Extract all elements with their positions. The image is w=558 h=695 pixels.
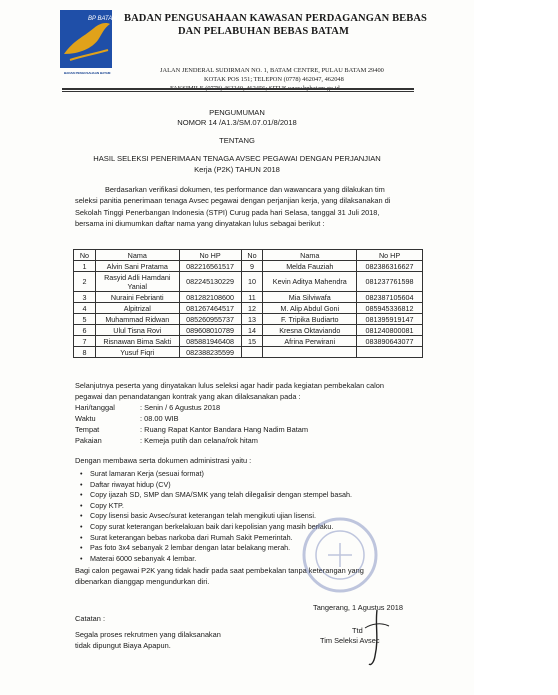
table-cell: 12 bbox=[241, 303, 263, 314]
table-cell: 9 bbox=[241, 261, 263, 272]
signature-place-date: Tangerang, 1 Agustus 2018 bbox=[313, 603, 403, 612]
table-row bbox=[74, 261, 423, 272]
announcement-title: PENGUMUMAN bbox=[209, 108, 265, 117]
table-cell: 085260955737 bbox=[179, 314, 241, 325]
table-cell: Risnawan Bima Sakti bbox=[95, 336, 179, 347]
table-cell: 089608010789 bbox=[179, 325, 241, 336]
table-cell: Yusuf Fiqri bbox=[95, 347, 179, 358]
table-cell: 1 bbox=[74, 261, 96, 272]
schedule-value-time: : 08.00 WIB bbox=[140, 414, 179, 423]
schedule-value-dress: : Kemeja putih dan celana/rok hitam bbox=[140, 436, 258, 445]
table-cell bbox=[357, 347, 423, 358]
table-row bbox=[74, 314, 423, 325]
list-item: • Surat lamaran Kerja (sesuai format) bbox=[90, 469, 352, 480]
intro-line: Sekolah Tinggi Penerbangan Indonesia (STPI) Curug pada hari Selasa, tanggal 31 Juli 2018, bbox=[75, 207, 380, 217]
svg-text:BP BATAM: BP BATAM bbox=[88, 16, 118, 22]
table-cell: 081267464517 bbox=[179, 303, 241, 314]
table-cell: Melda Fauziah bbox=[263, 261, 357, 272]
notes-label: Catatan : bbox=[75, 614, 105, 623]
table-cell: 2 bbox=[74, 272, 96, 292]
table-cell: Kresna Oktaviando bbox=[263, 325, 357, 336]
address-line3: FAKSIMILE (0778) 462240, 462456; SITUS www.bpbatam.go.id bbox=[170, 85, 340, 92]
table-cell: F. Tripika Budiarto bbox=[263, 314, 357, 325]
handwritten-signature bbox=[345, 608, 405, 668]
table-row bbox=[74, 325, 423, 336]
table-cell bbox=[263, 347, 357, 358]
table-row bbox=[74, 347, 423, 358]
intro-line: Berdasarkan verifikasi dokumen, tes performance dan wawancara yang dilakukan tim bbox=[105, 185, 385, 194]
followup-line1: Selanjutnya peserta yang dinyatakan lulus seleksi agar hadir pada kegiatan pembekalan calon bbox=[75, 381, 384, 390]
table-cell: 4 bbox=[74, 303, 96, 314]
notes-line2: tidak dipungut Biaya Apapun. bbox=[75, 641, 171, 650]
table-header-cell: Nama bbox=[95, 250, 179, 261]
announcement-subject-line1: HASIL SELEKSI PENERIMAAN TENAGA AVSEC PEGAWAI DENGAN PERJANJIAN bbox=[93, 154, 381, 163]
list-item: • Copy ijazah SD, SMP dan SMA/SMK yang telah dilegalisir dengan stempel basah. bbox=[90, 490, 352, 501]
schedule-value-date: : Senin / 6 Agustus 2018 bbox=[140, 403, 221, 412]
table-header-cell: No bbox=[74, 250, 96, 261]
table-cell: 082386316627 bbox=[357, 261, 423, 272]
list-item: • Copy lisensi basic Avsec/surat keterangan telah mengikuti ujian lisensi. bbox=[90, 511, 352, 522]
table-cell: 083890643077 bbox=[357, 336, 423, 347]
docs-intro: Dengan membawa serta dokumen administrasi yaitu : bbox=[75, 456, 252, 465]
address-line2: KOTAK POS 151; TELEPON (0778) 462047, 462048 bbox=[204, 76, 344, 83]
table-cell: Alpitrizal bbox=[95, 303, 179, 314]
schedule-label-dress: Pakaian bbox=[75, 436, 102, 445]
official-stamp bbox=[300, 515, 380, 595]
table-cell: 082245130229 bbox=[179, 272, 241, 292]
schedule-label-date: Hari/tanggal bbox=[75, 403, 115, 412]
table-cell: 081282108600 bbox=[179, 292, 241, 303]
table-cell: 081395919147 bbox=[357, 314, 423, 325]
followup-line2: pegawai dan penandatangan kontrak yang akan dilaksanakan pada : bbox=[75, 392, 301, 401]
table-cell: 085881946408 bbox=[179, 336, 241, 347]
table-row bbox=[74, 303, 423, 314]
list-item: • Surat keterangan bebas narkoba dari Rumah Sakit Pemerintah. bbox=[90, 533, 352, 544]
signature-ttd: Ttd bbox=[352, 626, 363, 635]
table-header-cell: No HP bbox=[357, 250, 423, 261]
table-cell: 3 bbox=[74, 292, 96, 303]
table-cell: Mia Silviwafa bbox=[263, 292, 357, 303]
intro-line: bersama ini diumumkan daftar nama yang dinyatakan lulus sebagai berikut : bbox=[75, 219, 325, 229]
list-item: • Daftar riwayat hidup (CV) bbox=[90, 480, 352, 491]
table-cell: 11 bbox=[241, 292, 263, 303]
table-cell: 7 bbox=[74, 336, 96, 347]
table-cell: 15 bbox=[241, 336, 263, 347]
table-cell: 14 bbox=[241, 325, 263, 336]
table-header-cell: No HP bbox=[179, 250, 241, 261]
table-cell: Ulul Tisna Rovi bbox=[95, 325, 179, 336]
table-cell: 082216561517 bbox=[179, 261, 241, 272]
bp-batam-logo bbox=[60, 10, 118, 68]
notes-line1: Segala proses rekrutmen yang dilaksanakan bbox=[75, 630, 221, 639]
closing-line2: dibenarkan dianggap mengundurkan diri. bbox=[75, 577, 210, 586]
table-cell: Rasyid Adli Hamdani Yanial bbox=[95, 272, 179, 292]
table-row bbox=[74, 336, 423, 347]
table-cell: 13 bbox=[241, 314, 263, 325]
list-item: • Copy surat keterangan berkelakuan baik dari kepolisian yang masih berlaku. bbox=[90, 522, 352, 533]
table-header-cell: Nama bbox=[263, 250, 357, 261]
table-cell: 082388235599 bbox=[179, 347, 241, 358]
schedule-label-time: Waktu bbox=[75, 414, 96, 423]
table-header-cell: No bbox=[241, 250, 263, 261]
table-cell: 081240800081 bbox=[357, 325, 423, 336]
announcement-about: TENTANG bbox=[219, 136, 255, 145]
table-cell: Nuraini Febrianti bbox=[95, 292, 179, 303]
signature-team: Tim Seleksi Avsec bbox=[320, 636, 380, 645]
table-cell: 082387105604 bbox=[357, 292, 423, 303]
table-cell: Kevin Aditya Mahendra bbox=[263, 272, 357, 292]
results-table bbox=[73, 249, 423, 358]
table-header-row bbox=[74, 250, 423, 261]
table-cell: 10 bbox=[241, 272, 263, 292]
intro-paragraph bbox=[75, 184, 420, 230]
list-item: • Materai 6000 sebanyak 4 lembar. bbox=[90, 554, 352, 565]
table-cell: 5 bbox=[74, 314, 96, 325]
table-cell: Alvin Sani Pratama bbox=[95, 261, 179, 272]
table-cell: Muhammad Ridwan bbox=[95, 314, 179, 325]
logo-caption: BADAN PENGUSAHAAN BATAM bbox=[64, 71, 111, 75]
intro-line: seleksi panitia penerimaan tenaga Avsec pegawai dengan perjanjian kerja, yang dilaksanakan di bbox=[75, 196, 391, 206]
table-row bbox=[74, 272, 423, 292]
table-cell bbox=[241, 347, 263, 358]
announcement-subject-line2: Kerja (P2K) TAHUN 2018 bbox=[194, 165, 280, 174]
org-name-line2: DAN PELABUHAN BEBAS BATAM bbox=[178, 26, 350, 37]
header-rule bbox=[62, 88, 414, 90]
table-cell: 8 bbox=[74, 347, 96, 358]
schedule-value-place: : Ruang Rapat Kantor Bandara Hang Nadim Batam bbox=[140, 425, 309, 434]
table-cell: M. Alip Abdul Goni bbox=[263, 303, 357, 314]
table-cell: 085945336812 bbox=[357, 303, 423, 314]
schedule-label-place: Tempat bbox=[75, 425, 100, 434]
closing-line1: Bagi calon pegawai P2K yang tidak hadir pada saat pembekalan tanpa keterangan yang bbox=[75, 566, 364, 575]
table-row bbox=[74, 292, 423, 303]
list-item: • Pas foto 3x4 sebanyak 2 lembar dengan latar belakang merah. bbox=[90, 543, 352, 554]
table-cell: 081237761598 bbox=[357, 272, 423, 292]
org-name-line1: BADAN PENGUSAHAAN KAWASAN PERDAGANGAN BEBAS bbox=[124, 13, 427, 24]
header-rule-thin bbox=[62, 91, 414, 92]
list-item: • Copy KTP. bbox=[90, 501, 352, 512]
address-line1: JALAN JENDERAL SUDIRMAN NO. 1, BATAM CENTRE, PULAU BATAM 29400 bbox=[160, 67, 384, 74]
table-cell: Afrina Perwirani bbox=[263, 336, 357, 347]
table-cell: 6 bbox=[74, 325, 96, 336]
announcement-number: NOMOR 14 /A1.3/SM.07.01/8/2018 bbox=[177, 118, 297, 127]
